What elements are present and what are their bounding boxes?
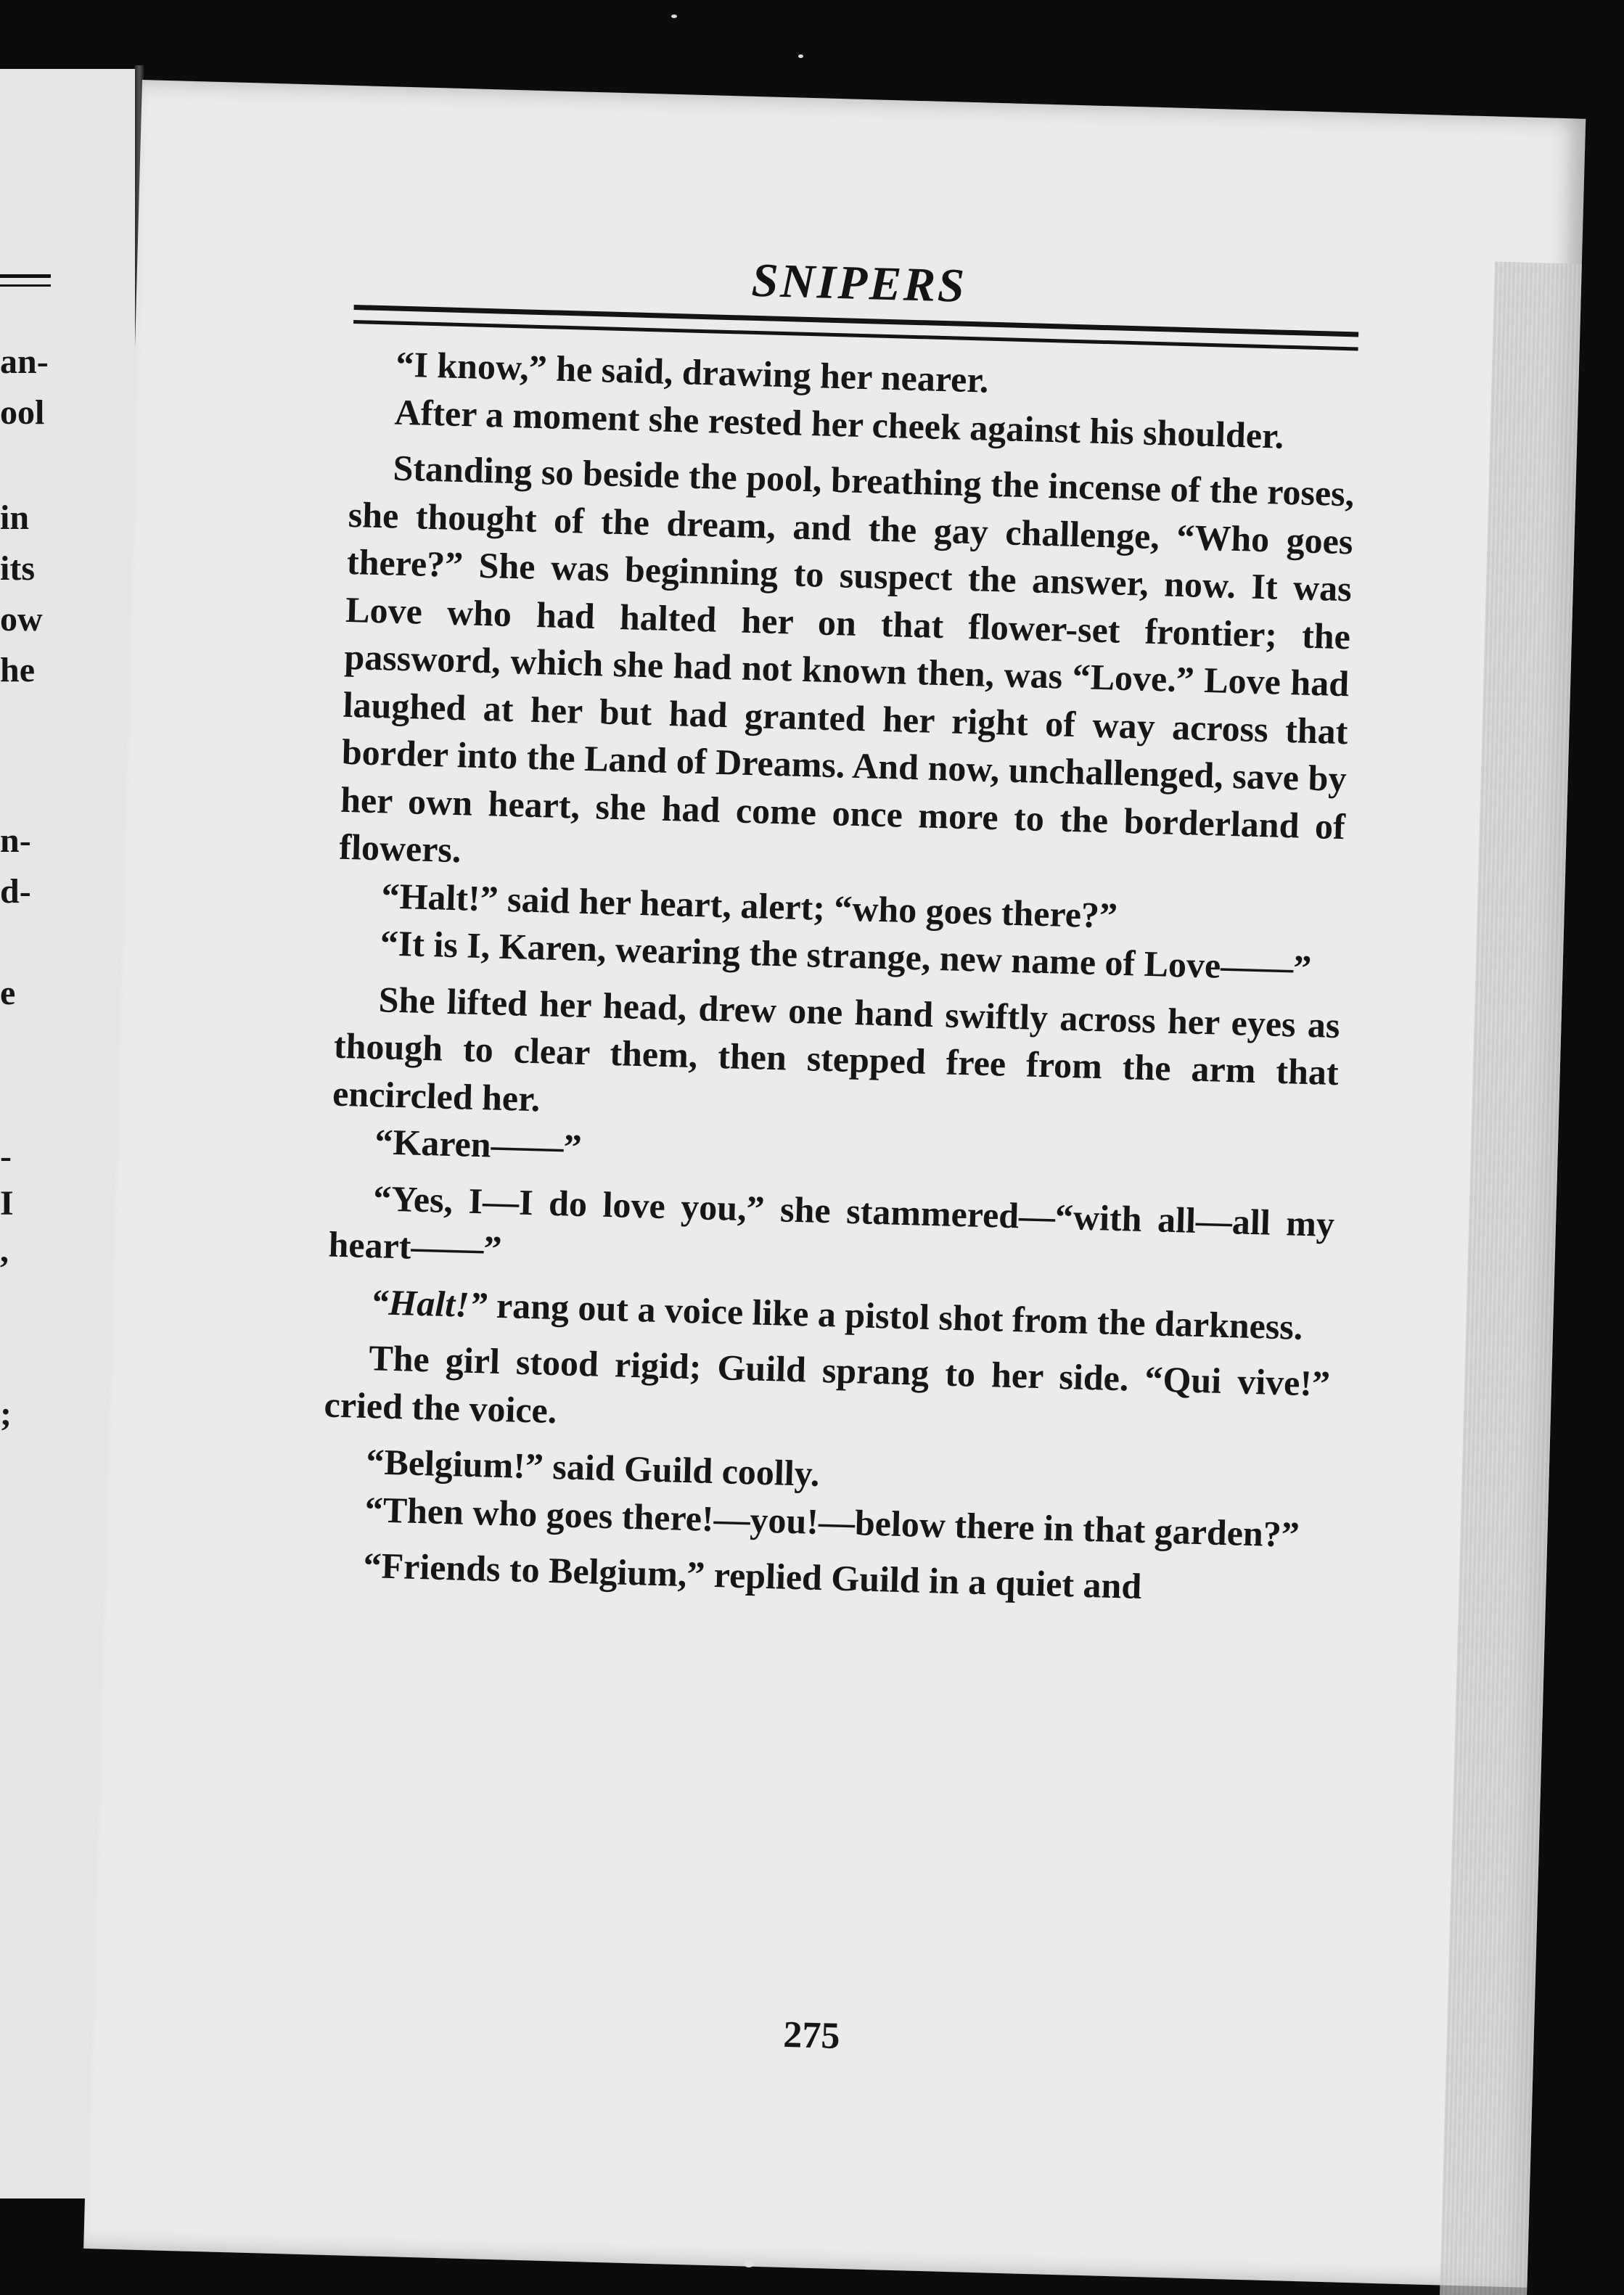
halt-italic: “Halt!” xyxy=(369,1281,488,1325)
facing-page-text: an- xyxy=(0,342,49,381)
paragraph: After a moment she rested her cheek against his shoulder. xyxy=(394,391,1284,456)
facing-page-text: , xyxy=(0,1231,9,1270)
paragraph: “Belgium!” said Guild coolly. xyxy=(365,1441,821,1494)
paragraph: “Friends to Belgium,” replied Guild in a quiet and xyxy=(362,1545,1142,1607)
paragraph: “Halt!” said her heart, alert; “who goes there?” xyxy=(380,874,1118,936)
facing-page-text: ow xyxy=(0,600,43,639)
facing-page-text: ool xyxy=(0,393,45,432)
dust-speck xyxy=(671,15,677,18)
paragraph: “Yes, I—I do love you,” she stammered—“with all—all my heart——” xyxy=(327,1177,1335,1269)
running-head: SNIPERS xyxy=(750,253,967,313)
facing-page-text: I xyxy=(0,1184,14,1223)
paragraph: “Then who goes there!—you!—below there in that garden?” xyxy=(364,1488,1300,1555)
facing-page-text: n- xyxy=(0,821,31,860)
paragraph-rest: rang out a voice like a pistol shot from the darkness. xyxy=(486,1284,1304,1347)
facing-page-text: its xyxy=(0,549,35,588)
paragraph: “It is I, Karen, wearing the strange, new name of Love——” xyxy=(380,922,1312,989)
facing-page-text: he xyxy=(0,651,35,689)
page-edge-stack xyxy=(1438,262,1581,2295)
page-number: 275 xyxy=(782,2013,841,2057)
paragraph: She lifted her head, drew one hand swiftly across her eyes as though to clear them, then stepped free from the arm that encircled her. xyxy=(332,978,1341,1119)
paragraph: The girl stood rigid; Guild sprang to her side. “Qui vive!” cried the voice. xyxy=(323,1337,1331,1431)
body-text xyxy=(319,340,1358,1615)
paragraph: “Karen——” xyxy=(374,1121,583,1167)
paragraph: “I know,” he said, drawing her nearer. xyxy=(395,343,990,401)
facing-page-text: e xyxy=(0,974,16,1012)
facing-page-rule xyxy=(0,274,51,287)
facing-page-text: ; xyxy=(0,1395,12,1433)
facing-page-text: in xyxy=(0,498,30,537)
dust-speck xyxy=(798,54,803,58)
book-page xyxy=(83,80,1586,2288)
facing-page-text: d- xyxy=(0,872,31,911)
dust-speck xyxy=(744,2260,754,2267)
paragraph: Standing so beside the pool, breathing the incense of the roses, she thought of the dream, and the gay challenge, “Who goes there?” She was beginning to suspect the answer, now. It was Love who had halted her on that flower-set frontier; the password, which she had not known then, was “Love.” Love had laughed at her but had granted her right of way across that border into the Land of Dreams. And now, unchallenged, save by her own heart, she had come once more to the borderland of flowers. xyxy=(338,447,1355,871)
facing-page-text: - xyxy=(0,1137,12,1175)
